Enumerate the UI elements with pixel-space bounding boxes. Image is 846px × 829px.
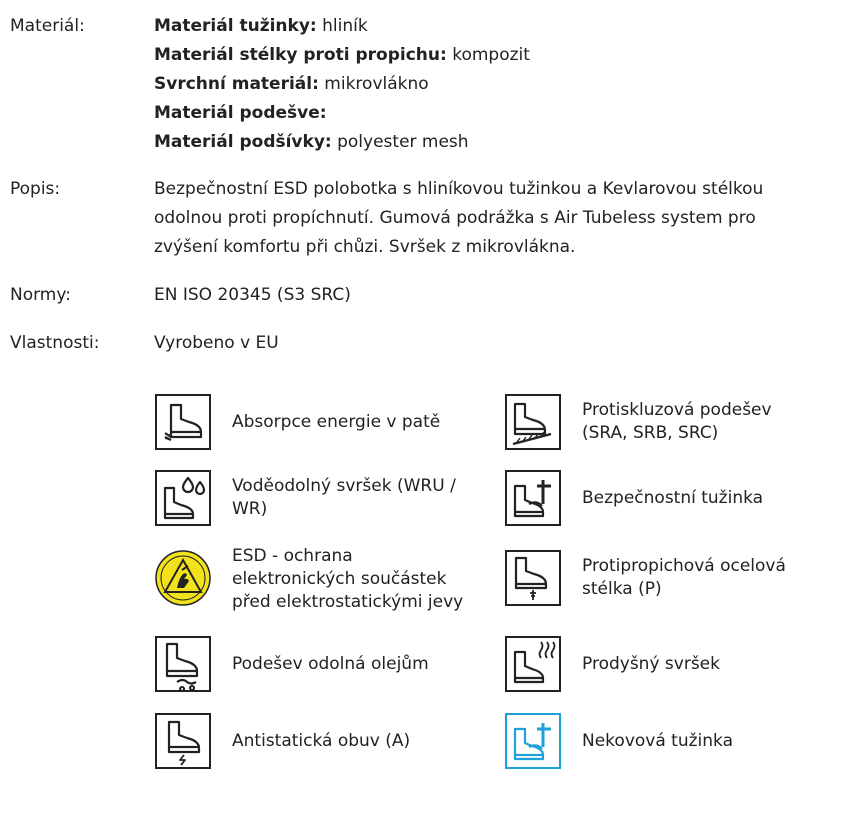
feature-label: Protiskluzová podešev (SRA, SRB, SRC) <box>582 400 772 443</box>
material-row <box>10 12 830 157</box>
description-text <box>154 175 814 262</box>
material-key: Materiál podešve: <box>154 103 327 123</box>
feature-safety-toecap <box>505 470 835 530</box>
properties-value: Vyrobeno v EU <box>154 333 279 353</box>
material-value: mikrovlákno <box>318 74 429 94</box>
material-values <box>154 12 814 157</box>
description-label: Popis: <box>10 179 61 199</box>
norms-row <box>10 281 830 311</box>
feature-esd <box>155 545 485 612</box>
antistatic-icon <box>155 713 211 769</box>
material-key: Materiál stélky proti propichu: <box>154 45 447 65</box>
feature-energy-absorption <box>155 394 485 454</box>
feature-label: Protipropichová ocelová stélka (P) <box>582 556 786 599</box>
feature-breathable-upper <box>505 636 835 696</box>
feature-anti-slip <box>505 394 835 454</box>
anti-slip-sole-icon <box>505 394 561 450</box>
material-key: Svrchní materiál: <box>154 74 319 94</box>
feature-non-metal-toecap <box>505 713 835 773</box>
description-line: zvýšení komfortu při chůzi. Svršek z mikrovlákna. <box>154 237 576 257</box>
material-value: kompozit <box>446 45 530 65</box>
feature-water-resistant <box>155 470 485 530</box>
material-value: polyester mesh <box>331 132 469 152</box>
feature-antistatic <box>155 713 485 773</box>
material-value: hliník <box>316 16 368 36</box>
feature-label: Antistatická obuv (A) <box>232 730 411 751</box>
breathable-upper-icon <box>505 636 561 692</box>
material-line <box>154 128 814 157</box>
description-line: Bezpečnostní ESD polobotka s hliníkovou tužinkou a Kevlarovou stélkou <box>154 179 764 199</box>
safety-toecap-icon <box>505 470 561 526</box>
material-line <box>154 41 814 70</box>
feature-label: Podešev odolná olejům <box>232 653 429 674</box>
material-key: Materiál podšívky: <box>154 132 332 152</box>
non-metal-toecap-icon <box>505 713 561 769</box>
water-resistant-icon <box>155 470 211 526</box>
feature-steel-midsole <box>505 550 835 610</box>
feature-label: Absorpce energie v patě <box>232 411 441 432</box>
steel-midsole-icon <box>505 550 561 606</box>
material-line <box>154 99 814 128</box>
feature-oil-resistant <box>155 636 485 696</box>
material-line <box>154 70 814 99</box>
description-line: odolnou proti propíchnutí. Gumová podrážka s Air Tubeless system pro <box>154 208 756 228</box>
norms-label: Normy: <box>10 285 71 305</box>
feature-label: Voděodolný svršek (WRU / WR) <box>232 476 456 519</box>
description-row <box>10 175 830 265</box>
properties-row <box>10 329 830 359</box>
properties-label: Vlastnosti: <box>10 333 100 353</box>
esd-icon <box>155 550 211 606</box>
material-line <box>154 12 814 41</box>
energy-absorption-icon <box>155 394 211 450</box>
feature-label: Nekovová tužinka <box>582 730 733 751</box>
oil-resistant-sole-icon <box>155 636 211 692</box>
material-label: Materiál: <box>10 16 85 36</box>
feature-label: ESD - ochrana elektronických součástek před elektrostatickými jevy <box>232 545 464 612</box>
feature-label: Prodyšný svršek <box>582 653 720 674</box>
norms-value: EN ISO 20345 (S3 SRC) <box>154 285 351 305</box>
material-key: Materiál tužinky: <box>154 16 317 36</box>
feature-label: Bezpečnostní tužinka <box>582 487 764 508</box>
